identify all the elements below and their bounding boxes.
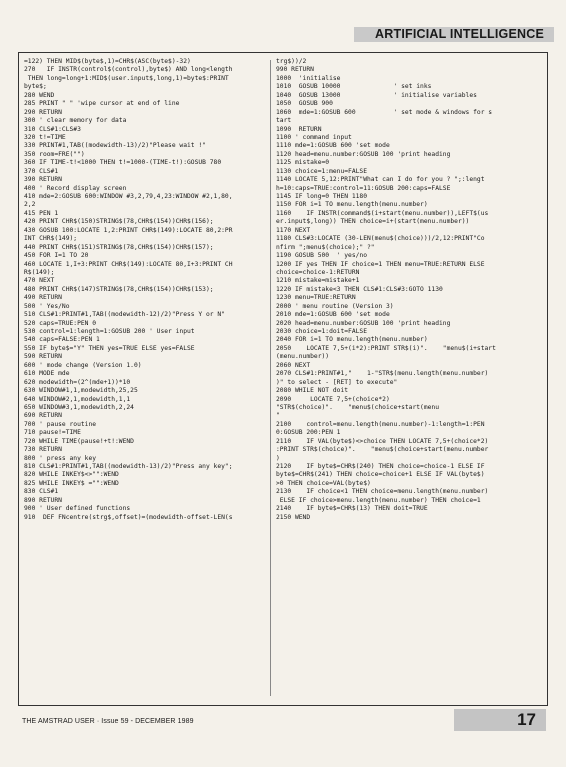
code-line: 330 PRINT#1,TAB((modewidth-13)/2)"Please wait !" xyxy=(24,142,206,150)
code-line: 2060 NEXT xyxy=(276,361,311,369)
code-line: 2130 IF choice<1 THEN choice=menu.length(menu.number) xyxy=(276,488,489,496)
code-line: 2120 IF byte$=CHR$(240) THEN choice=choice-1 ELSE IF xyxy=(276,463,485,470)
code-line: 1140 LOCATE 5,12:PRINT"What can I do for you ? ";:lengt xyxy=(276,176,485,184)
code-line: h=10:caps=TRUE:control=11:GOSUB 200:caps=FALSE xyxy=(276,184,451,192)
code-line: 640 WINDOW#2,1,modewidth,1,1 xyxy=(24,395,131,403)
code-line: 410 mde=2:GOSUB 600:WINDOW #3,2,79,4,23:WINDOW #2,1,80, xyxy=(24,193,233,200)
code-line: =122) THEN MID$(byte$,1)=CHR$(ASC(byte$)-32) xyxy=(24,58,191,65)
code-line: 440 PRINT CHR$(151)STRING$(78,CHR$(154))CHR$(157); xyxy=(24,243,214,251)
code-line: >0 THEN choice=VAL(byte$) xyxy=(276,479,371,487)
code-line: 2080 WHILE NOT doit xyxy=(276,387,349,395)
code-line: 1145 IF long=0 THEN 1180 xyxy=(276,193,367,200)
code-line: 1220 IF mistake<3 THEN CLS#1:CLS#3:GOTO 1130 xyxy=(276,285,443,293)
code-line: 460 LOCATE 1,I+3:PRINT CHR$(149):LOCATE 80,I+3:PRINT CH xyxy=(24,260,233,268)
code-line: 450 FOR I=1 TO 20 xyxy=(24,252,89,260)
code-line: 370 CLS#1 xyxy=(24,167,59,175)
code-line: 285 PRINT " " 'wipe cursor at end of line xyxy=(24,100,180,108)
code-line: 2050 LOCATE 7,5+(i*2):PRINT STR$(i)". "menu$(i+start xyxy=(276,344,496,352)
code-line: 1000 'initialise xyxy=(276,74,341,82)
code-line: 320 t!=TIME xyxy=(24,133,66,141)
code-line: 510 CLS#1:PRINT#1,TAB((modewidth-12)/2)"Press Y or N" xyxy=(24,311,225,319)
code-line: 1230 menu=TRUE:RETURN xyxy=(276,294,356,302)
code-line: 2150 WEND xyxy=(276,513,311,521)
code-line: 1010 GOSUB 10000 ' set inks xyxy=(276,83,432,91)
code-line: 1120 head=menu.number:GOSUB 100 'print heading xyxy=(276,150,451,158)
code-line: nfirm ";menu$(choice);" ?" xyxy=(276,243,375,251)
code-line: 0:GOSUB 200:PEN 1 xyxy=(276,429,341,437)
page-number: 17 xyxy=(517,710,536,729)
code-line: 420 PRINT CHR$(150)STRING$(78,CHR$(154))CHR$(156); xyxy=(24,218,214,226)
footer-publication: THE AMSTRAD USER · Issue 59 - DECEMBER 1989 xyxy=(22,718,194,725)
code-line: 2030 choice=1:doit=FALSE xyxy=(276,328,367,335)
code-line: 1170 NEXT xyxy=(276,226,311,234)
code-line: 900 ' User defined functions xyxy=(24,505,131,513)
code-line: " xyxy=(276,412,280,420)
code-line: 500 ' Yes/No xyxy=(24,302,70,310)
code-line: (menu.number)) xyxy=(276,353,330,361)
code-line: 1040 GOSUB 13000 ' initialise variables xyxy=(276,91,477,99)
code-line: INT CHR$(149); xyxy=(24,235,78,243)
code-line: trg$))/2 xyxy=(276,58,307,65)
code-line: 690 RETURN xyxy=(24,412,62,420)
code-line: 1150 FOR i=1 TO menu.length(menu.number) xyxy=(276,201,428,209)
code-line: 1110 mde=1:GOSUB 600 'set mode xyxy=(276,142,390,150)
code-line: tart xyxy=(276,117,292,125)
code-line: 730 RETURN xyxy=(24,446,62,454)
code-line: 590 RETURN xyxy=(24,353,62,361)
code-line: 825 WHILE INKEY$ ="":WEND xyxy=(24,479,119,487)
code-line: 400 ' Record display screen xyxy=(24,184,127,192)
code-line: 480 PRINT CHR$(147)STRING$(78,CHR$(154))CHR$(153); xyxy=(24,285,214,293)
code-line: 710 pause!=TIME xyxy=(24,429,81,437)
code-line: 430 GOSUB 100:LOCATE 1,2:PRINT CHR$(149):LOCATE 80,2:PR xyxy=(24,226,233,234)
code-line: THEN long=long+1:MID$(user.input$,long,1)=byte$:PRINT xyxy=(24,74,229,82)
section-title: ARTIFICIAL INTELLIGENCE xyxy=(375,27,544,41)
code-line: 2040 FOR i=1 TO menu.length(menu.number) xyxy=(276,336,428,344)
code-line: 280 WEND xyxy=(24,91,55,99)
code-line: 470 NEXT xyxy=(24,277,55,285)
code-line: 270 IF INSTR(control$(control),byte$) AND long<length xyxy=(24,66,233,74)
code-line: 1190 GOSUB 500 ' yes/no xyxy=(276,252,367,260)
code-line: ELSE IF choice>menu.length(menu.number) THEN choice=1 xyxy=(276,496,481,504)
code-line: 360 IF TIME-t!<1000 THEN t!=1000-(TIME-t!):GOSUB 780 xyxy=(24,159,222,167)
code-line: choice=choice-1:RETURN xyxy=(276,268,360,276)
code-line: 2090 LOCATE 7,5+(choice*2) xyxy=(276,395,390,403)
code-line: 630 WINDOW#1,1,modewidth,25,25 xyxy=(24,387,138,395)
code-line: 1160 IF INSTR(command$(i+start(menu.number)),LEFT$(us xyxy=(276,209,489,217)
code-line: 2010 mde=1:GOSUB 600 'set mode xyxy=(276,311,390,319)
code-line: 550 IF byte$="Y" THEN yes=TRUE ELSE yes=FALSE xyxy=(24,344,195,352)
code-line: 610 MODE mde xyxy=(24,370,70,378)
code-line: "STR$(choice)". "menu$(choice+start(menu xyxy=(276,403,440,411)
code-line: 1200 IF yes THEN IF choice=1 THEN menu=TRUE:RETURN ELSE xyxy=(276,260,485,268)
code-line: 1090 RETURN xyxy=(276,125,322,133)
code-line: 1180 CLS#3:LOCATE (30-LEN(menu$(choice)))/2,12:PRINT"Co xyxy=(276,235,485,243)
code-line: 540 caps=FALSE:PEN 1 xyxy=(24,336,100,344)
listing-right-column xyxy=(276,58,531,522)
code-line: 2110 IF VAL(byte$)<>choice THEN LOCATE 7,5+(choice*2) xyxy=(276,437,489,445)
code-line: 2020 head=menu.number:GOSUB 100 'print heading xyxy=(276,319,451,327)
listing-left-column xyxy=(24,58,279,522)
code-line: 350 room=FRE("") xyxy=(24,150,85,158)
code-line: 310 CLS#1:CLS#3 xyxy=(24,125,81,133)
code-line: 1210 mistake=mistake+1 xyxy=(276,277,360,285)
code-line: 600 ' mode change (Version 1.0) xyxy=(24,361,142,369)
code-line: 390 RETURN xyxy=(24,176,62,184)
code-line: )" to select - [RET] to execute" xyxy=(276,378,398,386)
code-line: :PRINT STR$(choice)". "menu$(choice+start(menu.number xyxy=(276,446,489,454)
code-line: R$(149); xyxy=(24,268,55,276)
code-line: 1050 GOSUB 900 xyxy=(276,100,333,108)
code-line: 1125 mistake=0 xyxy=(276,159,330,167)
code-line: ) xyxy=(276,454,280,462)
code-line: 490 RETURN xyxy=(24,294,62,302)
code-line: 910 DEF FNcentre(strg$,offset)=(modewidth-offset-LEN(s xyxy=(24,513,233,521)
code-line: 1130 choice=1:menu=FALSE xyxy=(276,167,367,175)
code-line: 720 WHILE TIME(pause!+t!:WEND xyxy=(24,437,134,445)
code-line: 415 PEN 1 xyxy=(24,209,59,217)
code-line: 890 RETURN xyxy=(24,496,62,504)
code-line: 520 caps=TRUE:PEN 0 xyxy=(24,319,97,327)
code-line: 650 WINDOW#3,1,modewidth,2,24 xyxy=(24,403,134,411)
code-line: 990 RETURN xyxy=(276,66,314,74)
code-line: 800 ' press any key xyxy=(24,454,97,462)
code-line: byte$=CHR$(241) THEN choice=choice+1 ELSE IF VAL(byte$) xyxy=(276,471,485,479)
code-line: 2000 ' menu routine (Version 3) xyxy=(276,302,394,310)
code-line: 1100 ' command input xyxy=(276,133,352,141)
code-line: 290 RETURN xyxy=(24,108,62,116)
code-line: 2,2 xyxy=(24,201,36,209)
code-line: byte$; xyxy=(24,83,47,91)
code-line: 300 ' clear memory for data xyxy=(24,117,127,125)
code-line: 2140 IF byte$=CHR$(13) THEN doit=TRUE xyxy=(276,505,428,513)
code-line: 810 CLS#1:PRINT#1,TAB((modewidth-13)/2)"Press any key"; xyxy=(24,463,233,470)
code-line: 1060 mde=1:GOSUB 600 ' set mode & windows for s xyxy=(276,108,493,116)
code-line: 620 modewidth=(2^(mde+1))*10 xyxy=(24,378,131,386)
code-line: 2100 control=menu.length(menu.number)-1:length=1:PEN xyxy=(276,420,485,428)
code-line: 820 WHILE INKEY$<>"":WEND xyxy=(24,471,119,479)
code-line: 530 control=1:length=1:GOSUB 200 ' User input xyxy=(24,328,195,335)
code-line: 2070 CLS#1:PRINT#1," 1-"STR$(menu.length(menu.number) xyxy=(276,370,489,378)
code-line: er.input$,long)) THEN choice=i+(start(menu.number)) xyxy=(276,218,470,226)
code-line: 700 ' pause routine xyxy=(24,420,97,428)
code-line: 830 CLS#1 xyxy=(24,488,59,496)
